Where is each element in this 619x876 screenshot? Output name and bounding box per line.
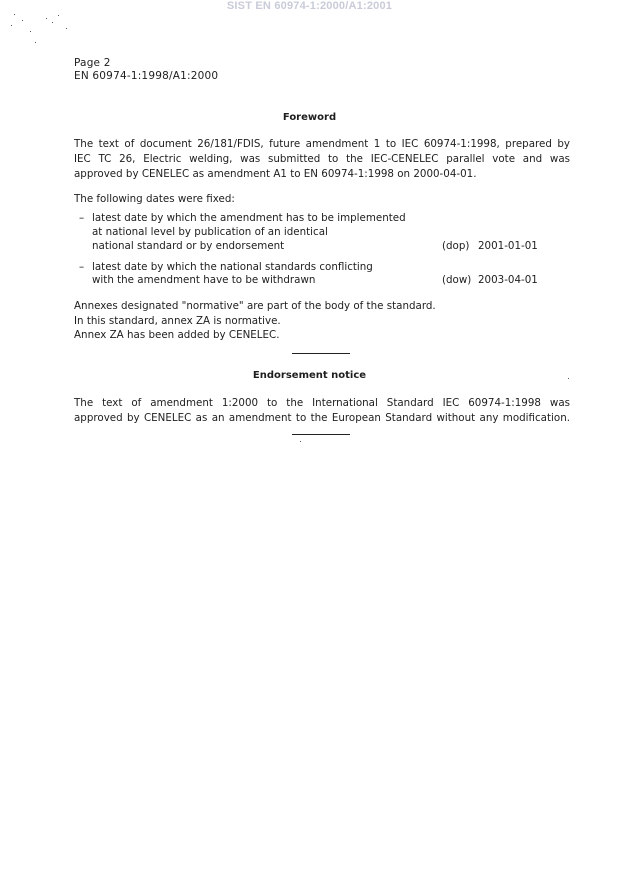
foreword-line: IEC TC 26, Electric welding, was submitted to the IEC-CENELEC parallel vote and was [74, 153, 570, 165]
watermark: SIST EN 60974-1:2000/A1:2001 [226, 0, 393, 12]
endorsement-heading: Endorsement notice [252, 370, 367, 381]
document-reference: EN 60974-1:1998/A1:2000 [74, 70, 219, 82]
page-header [74, 57, 218, 83]
end-divider [292, 434, 350, 435]
endorsement-paragraph [74, 396, 570, 426]
date-item-line: latest date by which the national standards conflicting [92, 261, 373, 273]
date-code: (dow) [442, 274, 472, 286]
date-item-line: latest date by which the amendment has to be implemented [92, 212, 406, 224]
section-divider [292, 353, 350, 354]
date-code: (dop) [442, 240, 470, 252]
list-dash: – [79, 212, 85, 224]
page-number: Page 2 [74, 57, 111, 69]
dates-intro: The following dates were fixed: [74, 193, 235, 205]
date-value: 2003-04-01 [478, 274, 538, 286]
date-item-line: at national level by publication of an identical [92, 226, 328, 238]
foreword-heading: Foreword [282, 112, 337, 123]
date-item-line: with the amendment have to be withdrawn [92, 274, 316, 286]
annex-line: In this standard, annex ZA is normative. [74, 315, 281, 327]
endorsement-line: The text of amendment 1:2000 to the International Standard IEC 60974-1:1998 was [74, 397, 570, 409]
annex-line: Annex ZA has been added by CENELEC. [74, 329, 280, 341]
date-item-line: national standard or by endorsement [92, 240, 285, 252]
list-dash: – [79, 261, 85, 273]
foreword-line: The text of document 26/181/FDIS, future amendment 1 to IEC 60974-1:1998, prepared by [74, 138, 570, 150]
foreword-line: approved by CENELEC as amendment A1 to EN 60974-1:1998 on 2000-04-01. [74, 168, 477, 180]
foreword-paragraph [74, 137, 570, 182]
endorsement-line: approved by CENELEC as an amendment to the European Standard without any modification. [74, 412, 570, 424]
annex-line: Annexes designated "normative" are part of the body of the standard. [74, 300, 436, 312]
date-value: 2001-01-01 [478, 240, 538, 252]
